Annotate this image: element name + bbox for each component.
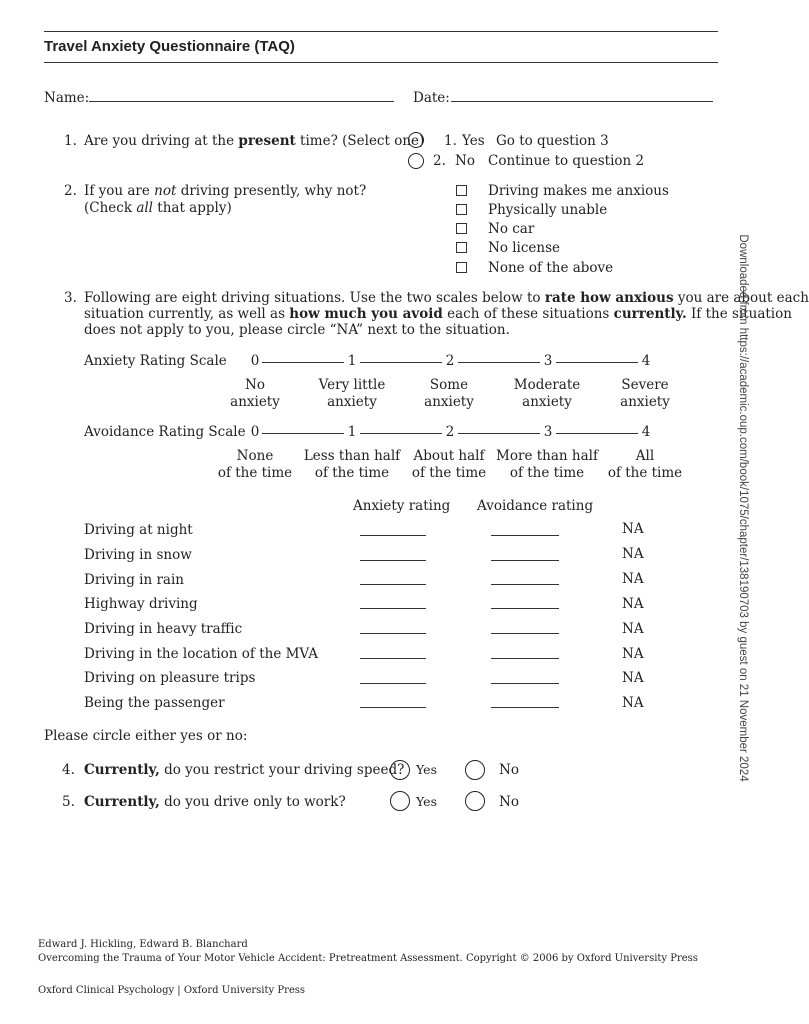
na-option[interactable]: NA — [622, 596, 644, 612]
q4-yes-label: Yes — [416, 762, 437, 777]
avoidance-desc-3-line1: More than half — [496, 448, 598, 464]
q1-no-num: 2. — [433, 153, 446, 169]
avoidance-desc-2-line1: About half — [413, 448, 485, 464]
anxiety-scale-line-1 — [262, 362, 344, 363]
situation-label: Driving at night — [84, 522, 193, 538]
anxiety-point-4: 4 — [641, 353, 651, 369]
q3-line2-bold: how much you avoid — [289, 306, 443, 322]
q2-line2 — [84, 200, 232, 216]
footer-citation: Overcoming the Trauma of Your Motor Vehicle Accident: Pretreatment Assessment. Copyright © 2006 by Oxford University Press — [38, 953, 698, 964]
na-option[interactable]: NA — [622, 695, 644, 711]
anxiety-desc-4 — [620, 377, 670, 411]
avoidance-scale-label: Avoidance Rating Scale — [84, 424, 246, 440]
avoidance-point-4: 4 — [641, 424, 651, 440]
anxiety-desc-1-line1: Very little — [318, 377, 386, 393]
footer-publisher: Oxford Clinical Psychology | Oxford University Press — [38, 985, 306, 996]
avoidance-desc-2-line2: of the time — [411, 465, 487, 481]
q1-yes-radio[interactable] — [408, 132, 424, 148]
anxiety-rating-field[interactable] — [360, 683, 426, 684]
q1-no-radio[interactable] — [408, 153, 424, 169]
q5-text-rest: do you drive only to work? — [159, 794, 346, 810]
anxiety-rating-field[interactable] — [360, 535, 426, 536]
anxiety-desc-1-line2: anxiety — [327, 394, 377, 410]
avoidance-rating-header: Avoidance rating — [477, 498, 594, 514]
q2-checkbox-no-license[interactable] — [456, 242, 467, 253]
q1-yes-label: Yes — [462, 133, 485, 149]
avoidance-rating-field[interactable] — [491, 633, 559, 634]
q2-checkbox-unable[interactable] — [456, 204, 467, 215]
anxiety-scale-line-4 — [556, 362, 638, 363]
avoidance-desc-4-line1: All — [635, 448, 655, 464]
q3-line1-a: Following are eight driving situations. Use the two scales below to — [84, 290, 545, 306]
anxiety-desc-3-line2: anxiety — [522, 394, 572, 410]
anxiety-point-0: 0 — [250, 353, 260, 369]
q4-yes-radio[interactable] — [390, 760, 410, 780]
q3-number: 3. — [64, 290, 77, 306]
situation-label: Being the passenger — [84, 695, 225, 711]
q4-text — [84, 762, 404, 778]
q3-line3: does not apply to you, please circle “NA” next to the situation. — [84, 322, 510, 338]
q1-number: 1. — [64, 133, 77, 149]
page-title: Travel Anxiety Questionnaire (TAQ) — [44, 38, 295, 55]
anxiety-desc-1 — [319, 377, 386, 411]
q5-yes-label: Yes — [416, 794, 437, 809]
q2-line2-b: that apply) — [153, 200, 232, 216]
anxiety-desc-2 — [424, 377, 474, 411]
q2-option-anxious: Driving makes me anxious — [488, 183, 669, 199]
yesno-instruction: Please circle either yes or no: — [44, 728, 248, 744]
anxiety-point-3: 3 — [543, 353, 553, 369]
na-option[interactable]: NA — [622, 621, 644, 637]
q5-text-bold: Currently, — [84, 794, 160, 810]
avoidance-scale-line-2 — [360, 433, 442, 434]
q4-no-label: No — [499, 762, 519, 778]
q1-text-b: time? (Select one) — [295, 133, 425, 149]
q3-line1-b: you are about each — [673, 290, 809, 306]
q2-line1-b: driving presently, why not? — [176, 183, 367, 199]
anxiety-rating-field[interactable] — [360, 560, 426, 561]
footer-authors: Edward J. Hickling, Edward B. Blanchard — [38, 939, 248, 950]
top-rule — [44, 31, 718, 32]
q2-line2-em: all — [136, 200, 153, 216]
situation-label: Highway driving — [84, 596, 198, 612]
q4-number: 4. — [62, 762, 75, 778]
avoidance-desc-0-line1: None — [236, 448, 274, 464]
avoidance-desc-1-line2: of the time — [314, 465, 390, 481]
anxiety-desc-4-line1: Severe — [621, 377, 669, 393]
anxiety-scale-line-3 — [458, 362, 540, 363]
na-option[interactable]: NA — [622, 571, 644, 587]
q4-text-bold: Currently, — [84, 762, 160, 778]
anxiety-desc-2-line1: Some — [429, 377, 469, 393]
q1-no-note: Continue to question 2 — [488, 153, 645, 169]
na-option[interactable]: NA — [622, 521, 644, 537]
avoidance-point-1: 1 — [347, 424, 357, 440]
anxiety-desc-2-line2: anxiety — [424, 394, 474, 410]
q3-line2-b: each of these situations — [442, 306, 614, 322]
q3-line2-c: If the situation — [686, 306, 792, 322]
q2-option-none: None of the above — [488, 260, 614, 276]
name-label: Name: — [44, 90, 90, 106]
date-field[interactable] — [451, 101, 713, 102]
title-rule — [44, 62, 718, 63]
q2-line1-a: If you are — [84, 183, 155, 199]
anxiety-rating-field[interactable] — [360, 658, 426, 659]
avoidance-scale-line-1 — [262, 433, 344, 434]
avoidance-scale-line-4 — [556, 433, 638, 434]
avoidance-desc-1 — [304, 448, 400, 482]
q4-text-rest: do you restrict your driving speed? — [159, 762, 405, 778]
anxiety-desc-3 — [514, 377, 581, 411]
avoidance-desc-3 — [496, 448, 598, 482]
avoidance-desc-0-line2: of the time — [217, 465, 293, 481]
anxiety-desc-0 — [230, 377, 280, 411]
anxiety-rating-field[interactable] — [360, 584, 426, 585]
q2-checkbox-no-car[interactable] — [456, 223, 467, 234]
q5-no-radio[interactable] — [465, 791, 485, 811]
avoidance-desc-1-line1: Less than half — [303, 448, 401, 464]
anxiety-desc-4-line2: anxiety — [620, 394, 670, 410]
avoidance-rating-field[interactable] — [491, 658, 559, 659]
q2-checkbox-anxious[interactable] — [456, 185, 467, 196]
q2-line2-a: (Check — [84, 200, 137, 216]
anxiety-rating-header: Anxiety rating — [353, 498, 451, 514]
na-option[interactable]: NA — [622, 646, 644, 662]
anxiety-rating-field[interactable] — [360, 633, 426, 634]
q1-text-bold: present — [238, 133, 296, 149]
q2-option-unable: Physically unable — [488, 202, 608, 218]
anxiety-point-2: 2 — [445, 353, 455, 369]
situation-label: Driving in heavy traffic — [84, 621, 243, 637]
anxiety-rating-field[interactable] — [360, 608, 426, 609]
situation-label: Driving on pleasure trips — [84, 670, 256, 686]
avoidance-rating-field[interactable] — [491, 584, 559, 585]
avoidance-rating-field[interactable] — [491, 707, 559, 708]
anxiety-scale-line-2 — [360, 362, 442, 363]
name-field[interactable] — [89, 101, 394, 102]
avoidance-point-3: 3 — [543, 424, 553, 440]
anxiety-scale-label: Anxiety Rating Scale — [84, 353, 227, 369]
avoidance-desc-0 — [218, 448, 292, 482]
q2-line1 — [84, 183, 366, 199]
q3-line2-a: situation currently, as well as — [84, 306, 290, 322]
q3-line1 — [84, 290, 809, 306]
q5-yes-radio[interactable] — [390, 791, 410, 811]
q2-line1-em: not — [154, 183, 177, 199]
anxiety-desc-0-line2: anxiety — [230, 394, 280, 410]
na-option[interactable]: NA — [622, 670, 644, 686]
q3-line2 — [84, 306, 792, 322]
q2-option-no-car: No car — [488, 221, 535, 237]
q4-no-radio[interactable] — [465, 760, 485, 780]
avoidance-desc-4 — [608, 448, 682, 482]
q1-text — [84, 133, 424, 149]
avoidance-rating-field[interactable] — [491, 560, 559, 561]
anxiety-desc-3-line1: Moderate — [513, 377, 581, 393]
avoidance-scale-line-3 — [458, 433, 540, 434]
avoidance-point-0: 0 — [250, 424, 260, 440]
q1-yes-note: Go to question 3 — [496, 133, 609, 149]
situation-label: Driving in the location of the MVA — [84, 646, 319, 662]
q5-no-label: No — [499, 794, 519, 810]
avoidance-desc-3-line2: of the time — [509, 465, 585, 481]
avoidance-desc-2 — [412, 448, 486, 482]
q3-line2-bold2: currently. — [613, 306, 687, 322]
situation-label: Driving in rain — [84, 572, 184, 588]
avoidance-desc-4-line2: of the time — [607, 465, 683, 481]
q3-line1-bold: rate how anxious — [544, 290, 674, 306]
q5-number: 5. — [62, 794, 75, 810]
avoidance-rating-field[interactable] — [491, 608, 559, 609]
q1-text-a: Are you driving at the — [84, 133, 239, 149]
avoidance-rating-field[interactable] — [491, 535, 559, 536]
q1-no-label: No — [455, 153, 475, 169]
q1-yes-num: 1. — [444, 133, 457, 149]
download-watermark: Downloaded from https://academic.oup.com/book/1075/chapter/138190703 by guest on 21 November 2024 — [737, 234, 749, 782]
anxiety-rating-field[interactable] — [360, 707, 426, 708]
date-label: Date: — [413, 90, 450, 106]
avoidance-rating-field[interactable] — [491, 683, 559, 684]
q2-option-no-license: No license — [488, 240, 561, 256]
anxiety-point-1: 1 — [347, 353, 357, 369]
q2-number: 2. — [64, 183, 77, 199]
q5-text — [84, 794, 346, 810]
na-option[interactable]: NA — [622, 546, 644, 562]
q2-checkbox-none[interactable] — [456, 262, 467, 273]
avoidance-point-2: 2 — [445, 424, 455, 440]
anxiety-desc-0-line1: No — [245, 377, 265, 393]
situation-label: Driving in snow — [84, 547, 192, 563]
